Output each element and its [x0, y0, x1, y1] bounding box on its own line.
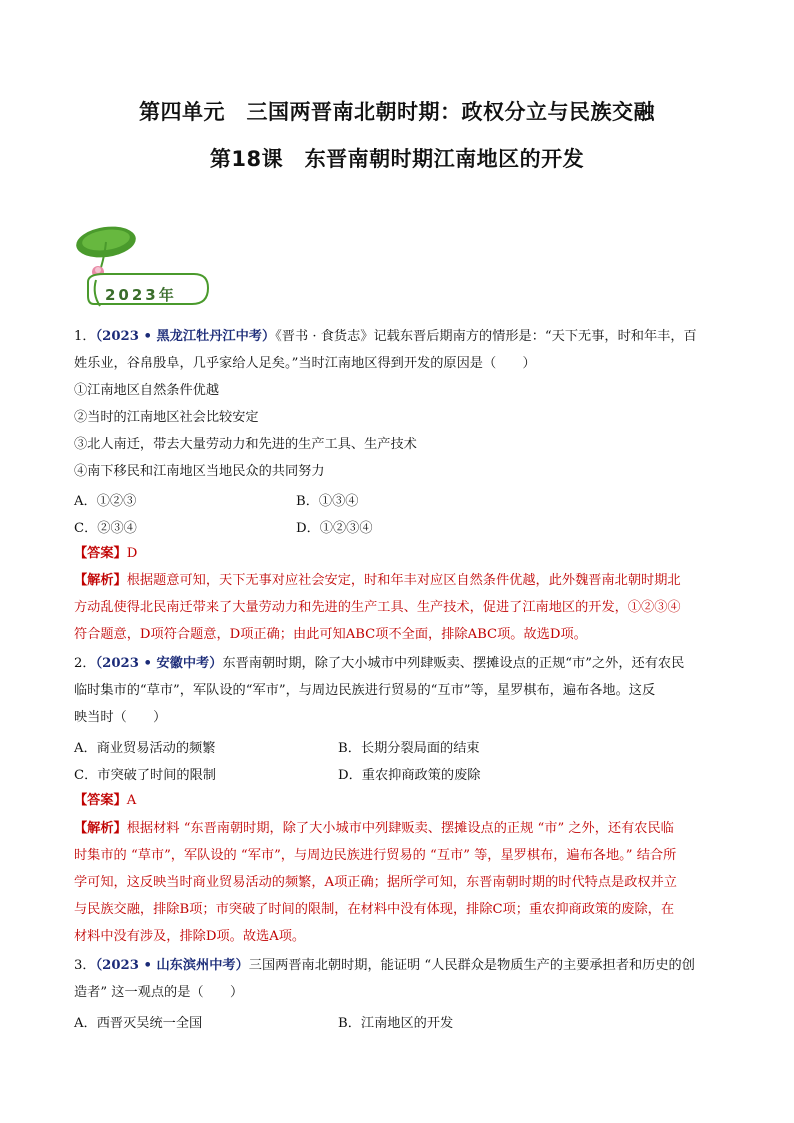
q2-analysis-line-3: 学可知，这反映当时商业贸易活动的频繁，A项正确；据所学可知，东晋南朝时期的时代特点是政权并立 [74, 875, 677, 890]
q2-source: （2023 • 安徽中考） [95, 656, 223, 671]
unit-title: 第四单元 三国两晋南北朝时期：政权分立与民族交融 [139, 100, 655, 124]
q2-analysis-line-4: 与民族交融，排除B项；市突破了时间的限制，在材料中没有体现，排除C项；重农抑商政策的废除，在 [74, 902, 675, 917]
q3-stem-line-2: 造者” 这一观点的是（ ） [74, 985, 244, 1000]
q1-option-a: A．①②③ [74, 494, 137, 509]
q1-analysis-line-3: 符合题意，D项符合题意，D项正确；由此可知ABC项不全面，排除ABC项。故选D项。 [74, 627, 587, 642]
q1-option-d: D．①②③④ [296, 521, 373, 536]
q3-stem-line-1: 3．（2023 • 山东滨州中考）三国两晋南北朝时期，能证明 “人民群众是物质生产的主要承担者和历史的创 [74, 958, 695, 973]
q2-analysis-line-5: 材料中没有涉及，排除D项。故选A项。 [74, 929, 306, 944]
q3-option-b: B．江南地区的开发 [338, 1016, 454, 1031]
q2-analysis-line-2: 时集市的 “草市”，军队设的 “军市”，与周边民族进行贸易的 “互市” 等，星罗棋布，遍布各地。” 结合所 [74, 848, 677, 863]
q2-stem-line-1: 2．（2023 • 安徽中考）东晋南朝时期，除了大小城市中列肆贩卖、摆摊设点的正规“市”之外，还有农民 [74, 656, 685, 671]
q1-item: ②当时的江南地区社会比较安定 [74, 410, 259, 425]
q1-answer: 【答案】D [74, 546, 138, 561]
q2-stem-line-3: 映当时（ ） [74, 710, 167, 725]
q3-option-a: A．西晋灭吴统一全国 [74, 1016, 203, 1031]
q2-answer: 【答案】A [74, 793, 137, 808]
lesson-title: 第18课 东晋南朝时期江南地区的开发 [209, 147, 585, 171]
q1-stem-line-1: 1．（2023 • 黑龙江牡丹江中考）《晋书 · 食货志》记载东晋后期南方的情形是：“天下无事，时和年丰，百 [74, 329, 697, 344]
q1-analysis-line-1: 【解析】根据题意可知，天下无事对应社会安定，时和年丰对应区自然条件优越，此外魏晋南北朝时期北 [74, 573, 681, 588]
q2-option-d: D．重农抑商政策的废除 [338, 768, 481, 783]
q3-source: （2023 • 山东滨州中考） [95, 958, 249, 973]
q1-stem-line-2: 姓乐业，谷帛殷阜，几乎家给人足矣。”当时江南地区得到开发的原因是（ ） [74, 356, 536, 371]
q2-option-a: A．商业贸易活动的频繁 [74, 741, 216, 756]
q2-option-c: C．市突破了时间的限制 [74, 768, 216, 783]
year-badge: 2023年 [105, 286, 177, 304]
q1-option-b: B．①③④ [296, 494, 359, 509]
q1-source: （2023 • 黑龙江牡丹江中考） [95, 329, 276, 344]
q2-stem-line-2: 临时集市的“草市”，军队设的“军市”，与周边民族进行贸易的“互市”等，星罗棋布，遍布各地。这反 [74, 683, 656, 698]
q1-item: ①江南地区自然条件优越 [74, 383, 220, 398]
q2-analysis-line-1: 【解析】根据材料 “东晋南朝时期，除了大小城市中列肆贩卖、摆摊设点的正规 “市” 之外，还有农民临 [74, 821, 674, 836]
q2-option-b: B．长期分裂局面的结束 [338, 741, 480, 756]
q1-item: ④南下移民和江南地区当地民众的共同努力 [74, 464, 325, 479]
q1-option-c: C．②③④ [74, 521, 137, 536]
q1-item: ③北人南迁，带去大量劳动力和先进的生产工具、生产技术 [74, 437, 417, 452]
q1-analysis-line-2: 方动乱使得北民南迁带来了大量劳动力和先进的生产工具、生产技术，促进了江南地区的开发，①②③④ [74, 600, 681, 615]
